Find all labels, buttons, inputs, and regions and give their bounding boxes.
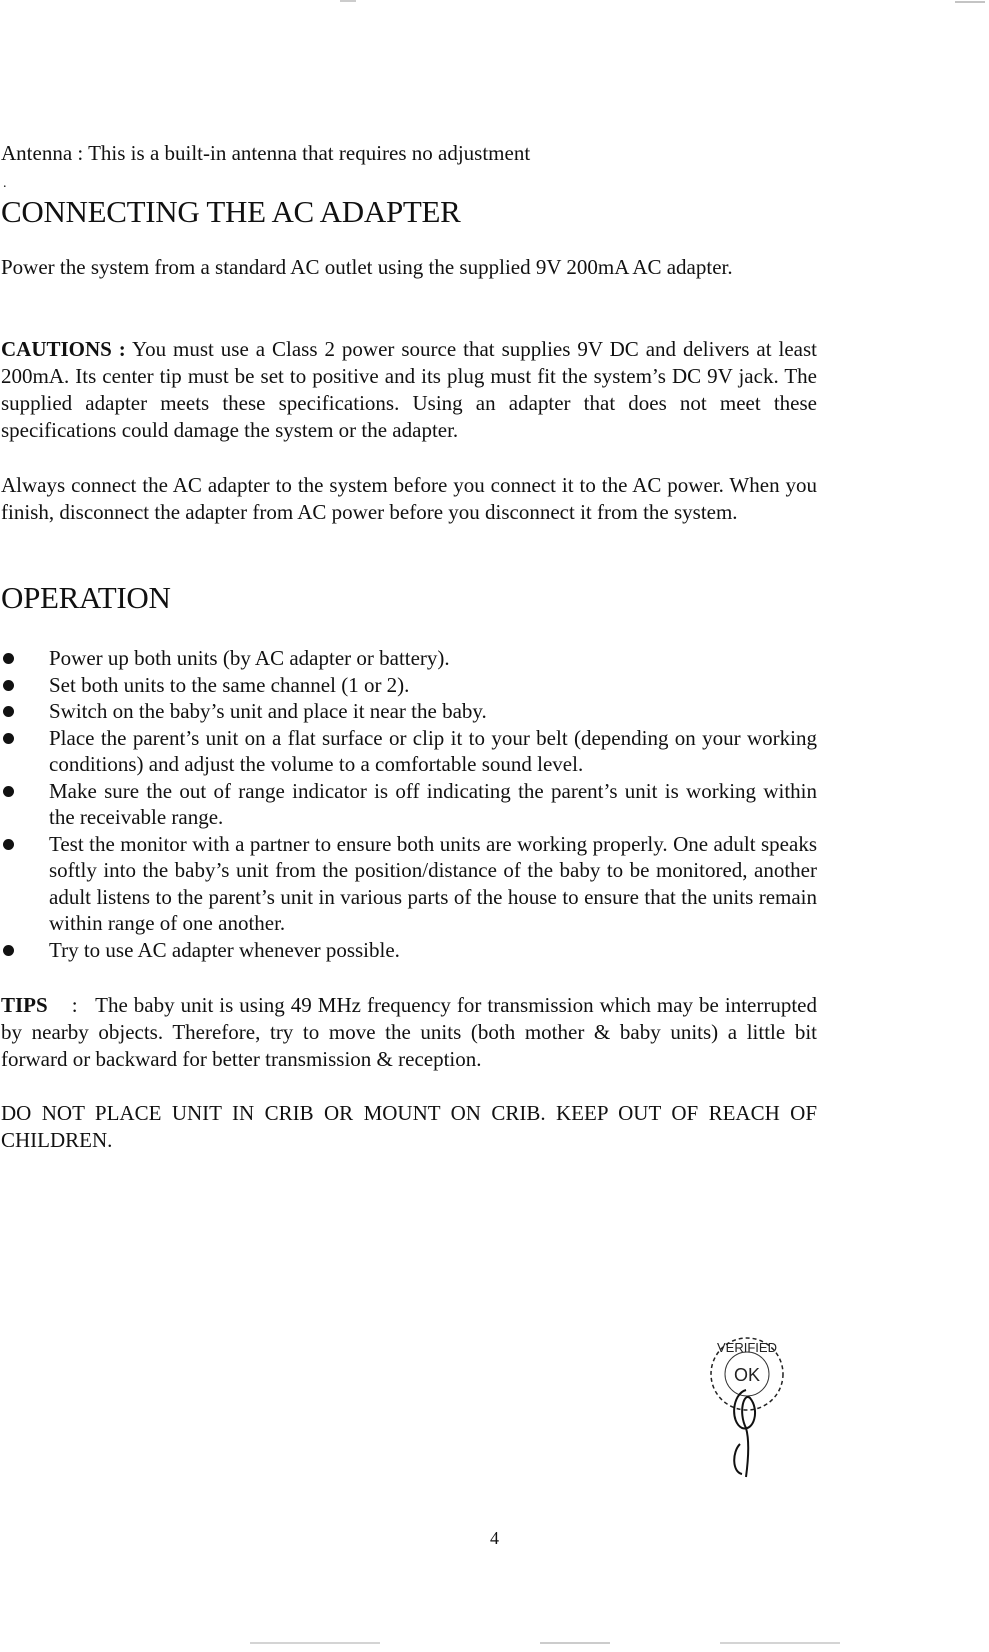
verified-stamp	[702, 1332, 792, 1492]
bullet-icon	[3, 945, 14, 956]
list-item: Power up both units (by AC adapter or battery).	[1, 645, 817, 672]
bullet-icon	[3, 680, 14, 691]
heading-operation: OPERATION	[1, 580, 171, 615]
list-item: Switch on the baby’s unit and place it near the baby.	[1, 698, 817, 725]
stray-dot: .	[3, 176, 7, 191]
list-item: Set both units to the same channel (1 or 2).	[1, 672, 817, 699]
bullet-icon	[3, 706, 14, 717]
list-item: Test the monitor with a partner to ensure both units are working properly. One adult speaks softly into the baby’s unit from the position/distance of the baby to be monitored, another adult listens to the parent’s unit in various parts of the house to ensure that the units remain within range of one another.	[1, 831, 817, 937]
power-paragraph: Power the system from a standard AC outlet using the supplied 9V 200mA AC adapter.	[1, 255, 733, 279]
antenna-note: Antenna : This is a built-in antenna that requires no adjustment	[1, 141, 531, 165]
cautions-label: CAUTIONS :	[1, 337, 126, 361]
cautions-paragraph	[1, 336, 817, 444]
bullet-icon	[3, 786, 14, 797]
page-number: 4	[490, 1528, 499, 1548]
always-connect-paragraph: Always connect the AC adapter to the system before you connect it to the AC power. When you finish, disconnect the adapter from AC power before you disconnect it from the system.	[1, 473, 817, 524]
list-item: Try to use AC adapter whenever possible.	[1, 937, 817, 964]
bullet-icon	[3, 653, 14, 664]
bullet-icon	[3, 839, 14, 850]
bullet-icon	[3, 733, 14, 744]
scan-edge-marks-top	[0, 0, 989, 6]
cautions-text: You must use a Class 2 power source that supplies 9V DC and delivers at least 200mA. Its center tip must be set to positive and its plug must fit the system’s DC 9V jack. The supplied adapter meets these specifications. Using an adapter that does not meet these specifications could damage the system or the adapter.	[1, 337, 817, 442]
scan-edge-marks-bottom	[0, 1640, 989, 1646]
list-item: Make sure the out of range indicator is off indicating the parent’s unit is working within the receivable range.	[1, 778, 817, 831]
tips-separator: :	[71, 993, 78, 1017]
svg-text:OK: OK	[733, 1365, 761, 1385]
tips-text: The baby unit is using 49 MHz frequency for transmission which may be interrupted by nearby objects. Therefore, try to move the units (both mother & baby units) a little bit forward or backward for better transmission & reception.	[1, 993, 817, 1071]
heading-connecting-ac-adapter: CONNECTING THE AC ADAPTER	[1, 194, 461, 229]
tips-label: TIPS	[1, 993, 48, 1017]
operation-list	[1, 645, 817, 963]
tips-paragraph	[1, 992, 817, 1073]
svg-text:VERIFIED: VERIFIED	[717, 1340, 777, 1355]
list-item: Place the parent’s unit on a flat surface or clip it to your belt (depending on your working conditions) and adjust the volume to a comfortable sound level.	[1, 725, 817, 778]
safety-warning: DO NOT PLACE UNIT IN CRIB OR MOUNT ON CRIB. KEEP OUT OF REACH OF CHILDREN.	[1, 1101, 817, 1152]
